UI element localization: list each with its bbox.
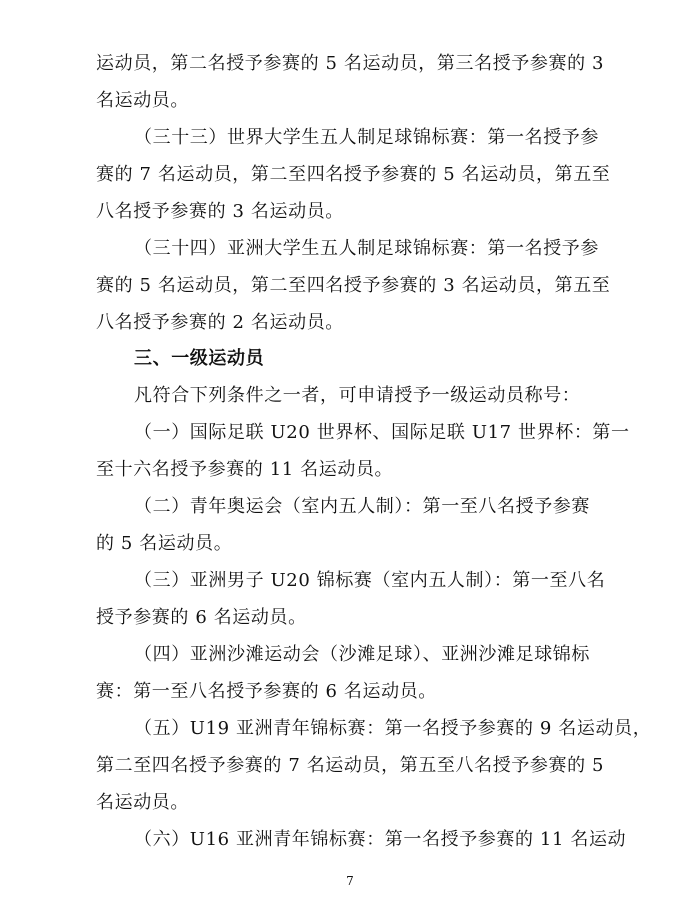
paragraph-line: 八名授予参赛的 2 名运动员。 [96, 312, 344, 333]
paragraph-line: （六）U16 亚洲青年锦标赛：第一名授予参赛的 11 名运动 [134, 829, 627, 850]
paragraph-line: 运动员，第二名授予参赛的 5 名运动员，第三名授予参赛的 3 [96, 53, 605, 74]
paragraph-line: （三）亚洲男子 U20 锦标赛（室内五人制）：第一至八名 [134, 570, 606, 591]
paragraph-line: （三十四）亚洲大学生五人制足球锦标赛：第一名授予参 [134, 238, 599, 259]
paragraph-line: 赛的 7 名运动员，第二至四名授予参赛的 5 名运动员，第五至 [96, 164, 611, 185]
paragraph-line: （一）国际足联 U20 世界杯、国际足联 U17 世界杯：第一 [134, 422, 630, 443]
paragraph-line: 名运动员。 [96, 792, 189, 813]
page-number: 7 [346, 874, 354, 888]
paragraph-line: 赛的 5 名运动员，第二至四名授予参赛的 3 名运动员，第五至 [96, 275, 611, 296]
paragraph-line: 至十六名授予参赛的 11 名运动员。 [96, 459, 394, 480]
paragraph-line: 第二至四名授予参赛的 7 名运动员，第五至八名授予参赛的 5 [96, 755, 605, 776]
paragraph-line: 赛：第一至八名授予参赛的 6 名运动员。 [96, 681, 437, 702]
paragraph-line: 的 5 名运动员。 [96, 533, 233, 554]
paragraph-line: （二）青年奥运会（室内五人制）：第一至八名授予参赛 [134, 496, 590, 517]
paragraph-line: 八名授予参赛的 3 名运动员。 [96, 201, 344, 222]
paragraph-line: （四）亚洲沙滩运动会（沙滩足球）、亚洲沙滩足球锦标 [134, 644, 590, 665]
paragraph-line: 授予参赛的 6 名运动员。 [96, 607, 307, 628]
paragraph-line: 凡符合下列条件之一者，可申请授予一级运动员称号： [134, 385, 581, 406]
paragraph-line: （三十三）世界大学生五人制足球锦标赛：第一名授予参 [134, 127, 599, 148]
paragraph-line: 名运动员。 [96, 90, 189, 111]
paragraph-line: （五）U19 亚洲青年锦标赛：第一名授予参赛的 9 名运动员， [134, 718, 652, 739]
section-heading: 三、一级运动员 [134, 348, 265, 369]
